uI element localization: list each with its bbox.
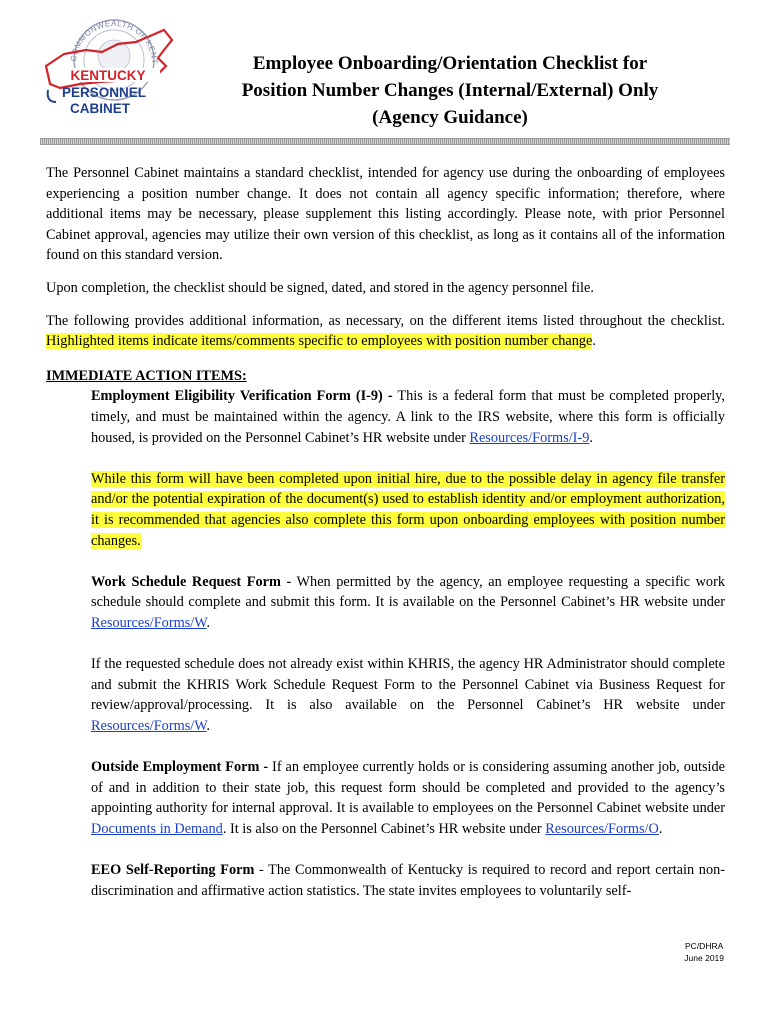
section-heading: IMMEDIATE ACTION ITEMS: (46, 367, 247, 384)
logo-line1: KENTUCKY (70, 68, 146, 83)
i9-link[interactable]: Resources/Forms/I-9 (469, 429, 590, 446)
outside-employment-label: Outside Employment Form - (91, 759, 269, 776)
work-schedule-paragraph (91, 572, 725, 634)
eeo-label: EEO Self-Reporting Form (91, 862, 255, 878)
footer-line2: June 2019 (684, 953, 724, 963)
outside-employment-mid: . It is also on the Personnel Cabinet’s HR website under (222, 820, 546, 837)
documents-in-demand-link[interactable]: Documents in Demand (91, 820, 223, 837)
work-schedule-end: . (206, 614, 211, 631)
title-line1: Employee Onboarding/Orientation Checklist for (252, 53, 648, 74)
work-schedule-link-2[interactable]: Resources/Forms/W (91, 717, 207, 734)
kentucky-personnel-cabinet-logo (40, 6, 180, 122)
logo-line2: PERSONNEL (61, 85, 147, 100)
i9-text: This is a federal form that must be completed properly, timely, and must be maintained within the agency. A link to the IRS website, where this form is officially housed, is provided on the Personnel Cabinet’s HR website under (91, 388, 725, 446)
work-schedule-p2-text: If the requested schedule does not already exist within KHRIS, the agency HR Administrator should complete and submit the KHRIS Work Schedule Request Form to the Personnel Cabinet via Business Request for review/approval/processing. It is also available on the Personnel Cabinet’s HR website under (91, 656, 725, 714)
i9-highlight: While this form will have been completed upon initial hire, due to the possible delay in agency file transfer and/or the potential expiration of the document(s) used to establish identity and/or employment authorization, it is recommended that agencies also complete this form upon onboarding employees with position number changes. (91, 470, 725, 549)
logo-line3: CABINET (70, 101, 130, 116)
work-schedule-text: When permitted by the agency, an employee requesting a specific work schedule should complete and submit this form. It is available on the Personnel Cabinet’s HR website under (91, 573, 725, 611)
page-footer (684, 940, 724, 964)
intro-paragraph-2: Upon completion, the checklist should be signed, dated, and stored in the agency personnel file. (46, 279, 594, 296)
i9-paragraph (91, 386, 725, 448)
footer-line1: PC/DHRA (685, 941, 724, 951)
header-divider (40, 138, 730, 145)
outside-employment-text: If an employee currently holds or is considering assuming another job, outside of and in addition to their state job, this request form should be completed and provided to the agency’s appointing authority for internal approval. It is available to employees on the Personnel Cabinet website under (91, 759, 725, 817)
intro-paragraph-3 (46, 311, 725, 352)
intro-p3-text: The following provides additional information, as necessary, on the different items listed throughout the checklist. (46, 312, 725, 329)
work-schedule-link[interactable]: Resources/Forms/W (91, 614, 207, 631)
intro-paragraph-1: The Personnel Cabinet maintains a standard checklist, intended for agency use during the onboarding of employees experiencing a position number change. It does not contain all agency specific information; therefore, where additional items may be necessary, please supplement this listing accordingly. Please note, with prior Personnel Cabinet approval, agencies may utilize their own version of this checklist, as long as it contains all of the information found on this standard version. (46, 165, 725, 264)
i9-label: Employment Eligibility Verification Form (I-9) - (91, 388, 393, 405)
logo-arc-text: COMMONWEALTH OF KENT (69, 18, 160, 65)
outside-employment-link[interactable]: Resources/Forms/O (545, 820, 659, 837)
outside-employment-end: . (658, 820, 663, 837)
work-schedule-p2-end: . (206, 717, 211, 734)
work-schedule-paragraph-2 (91, 654, 725, 736)
i9-end: . (589, 429, 593, 446)
document-body (46, 163, 725, 901)
outside-employment-paragraph (91, 757, 725, 839)
title-line2: Position Number Changes (Internal/External) Only (241, 80, 659, 101)
i9-highlight-paragraph (91, 469, 725, 551)
eeo-text: - The Commonwealth of Kentucky is required to record and report certain non-discrimination and affirmative action statistics. The state invites employees to voluntarily self- (91, 862, 725, 899)
document-title (190, 50, 710, 131)
work-schedule-label: Work Schedule Request Form - (91, 573, 292, 590)
intro-p3-end: . (592, 333, 596, 350)
eeo-paragraph (91, 860, 725, 901)
highlight-note: Highlighted items indicate items/comments specific to employees with position number change (46, 333, 593, 350)
title-line3: (Agency Guidance) (372, 107, 528, 128)
